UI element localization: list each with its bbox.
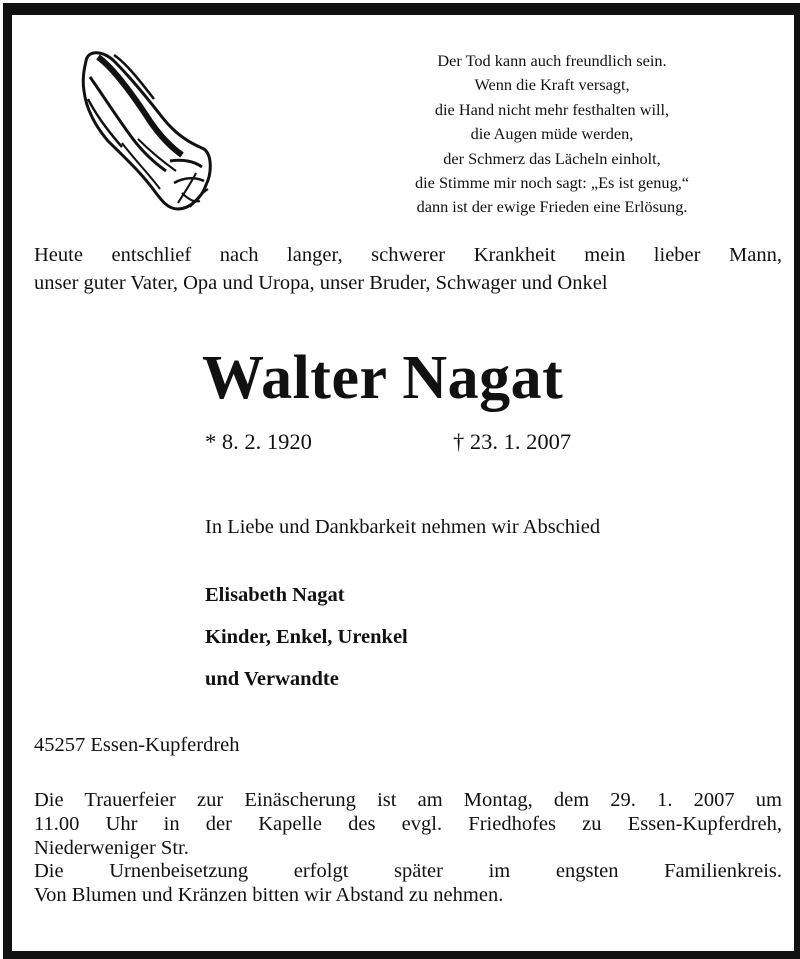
death-date: † 23. 1. 2007 [453,429,572,454]
poem-line: Wenn die Kraft versagt, [474,75,630,95]
ceremony-line: Von Blumen und Kränzen bitten wir Abstand zu nehmen. [34,884,504,907]
praying-hands-icon [78,43,214,213]
address: 45257 Essen-Kupferdreh [34,734,240,756]
death-announcement [34,241,782,297]
mourner-name: und Verwandte [205,668,339,690]
poem-line: die Hand nicht mehr festhalten will, [434,99,670,119]
poem-line: die Stimme mir noch sagt: „Es ist genug,“ [414,173,690,193]
poem-line: Der Tod kann auch freundlich sein. [437,51,667,70]
announcement-line: Heute entschlief nach langer, schwerer Krankheit mein lieber Mann, [34,244,782,266]
poem [312,49,792,220]
poem-line: die Augen müde werden, [470,124,634,144]
birth-date: * 8. 2. 1920 [205,429,312,454]
poem-line: der Schmerz das Lächeln einholt, [443,148,661,168]
mourner-name: Elisabeth Nagat [205,584,345,606]
announcement-line: unser guter Vater, Opa und Uropa, unser Bruder, Schwager und Onkel [34,272,608,294]
mourner-name: Kinder, Enkel, Urenkel [205,626,408,648]
poem-line: dann ist der ewige Frieden eine Erlösung. [416,197,688,217]
deceased-name: Walter Nagat [202,344,564,412]
ceremony-line: 11.00 Uhr in der Kapelle des evgl. Friedhofes zu Essen-Kupferdreh, [34,812,782,835]
ceremony-line: Die Trauerfeier zur Einäscherung ist am Montag, dem 29. 1. 2007 um [34,789,782,811]
ceremony-line: Niederweniger Str. [34,836,189,859]
ceremony-line: Die Urnenbeisetzung erfolgt später im engsten Familienkreis. [34,860,782,883]
farewell-text: In Liebe und Dankbarkeit nehmen wir Abschied [205,516,601,538]
ceremony-details [34,789,782,908]
obituary-notice [3,3,800,959]
mourners-list [205,574,408,700]
